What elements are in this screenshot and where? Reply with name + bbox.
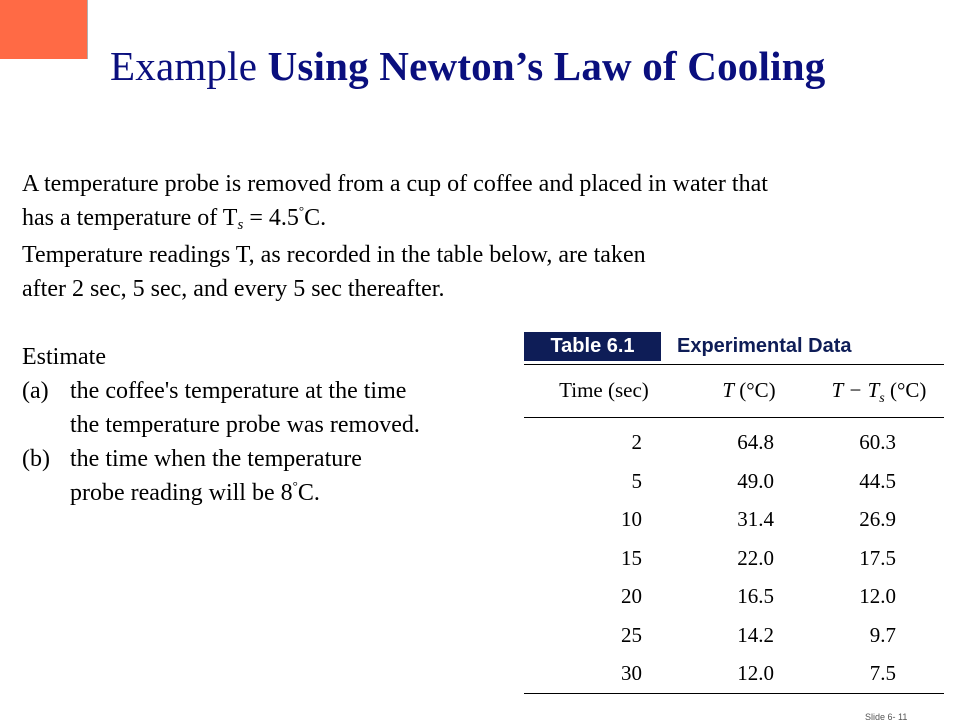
title-normal: Example: [110, 43, 258, 89]
table-header-row: [524, 365, 944, 417]
table-row: [524, 424, 944, 463]
temperature-cell: 31.4: [737, 507, 774, 532]
temperature-difference-cell: 12.0: [859, 584, 896, 609]
header-temperature-difference: [814, 365, 944, 417]
temperature-cell: 12.0: [737, 661, 774, 686]
experimental-data-table: [524, 365, 944, 693]
header-temperature-unit: (°C): [734, 378, 776, 403]
title-bold: Using Newton’s Law of Cooling: [267, 43, 826, 89]
temperature-cell: 22.0: [737, 545, 774, 570]
table-row: [524, 501, 944, 540]
table-body: [524, 417, 944, 693]
degree-symbol: °: [292, 478, 298, 493]
temperature-difference-cell: 7.5: [869, 661, 896, 686]
intro-line-2-value: = 4.5: [243, 205, 299, 231]
intro-line-2-unit: C.: [304, 205, 327, 231]
accent-corner-block: [0, 0, 87, 59]
temperature-difference-cell: 44.5: [859, 468, 896, 493]
slide-title: [110, 42, 825, 90]
temperature-difference-cell: 26.9: [859, 507, 896, 532]
intro-line-4: after 2 sec, 5 sec, and every 5 sec thereafter.: [22, 276, 445, 302]
question-b-line-1: the time when the temperature: [70, 446, 362, 472]
time-cell: 2: [631, 430, 642, 455]
header-temperature: [684, 365, 814, 417]
intro-line-2: [22, 201, 768, 238]
temperature-difference-cell: 9.7: [869, 622, 896, 647]
slide-number: Slide 6- 11: [865, 712, 908, 722]
time-cell: 30: [621, 661, 642, 686]
question-a-line-1: the coffee's temperature at the time: [70, 378, 407, 404]
header-diff-var: T − T: [831, 378, 880, 403]
estimate-heading: Estimate: [22, 344, 106, 370]
temperature-difference-cell: 17.5: [859, 545, 896, 570]
table-row: [524, 655, 944, 694]
intro-line-3: Temperature readings T, as recorded in the table below, are taken: [22, 242, 646, 268]
temperature-difference-cell: 60.3: [859, 430, 896, 455]
header-diff-unit: (°C): [884, 378, 927, 403]
time-cell: 10: [621, 507, 642, 532]
time-cell: 20: [621, 584, 642, 609]
table-row: [524, 616, 944, 655]
data-table-figure: [524, 332, 944, 694]
corner-divider-line: [87, 0, 88, 59]
intro-line-2-prefix: has a temperature of T: [22, 205, 238, 231]
question-b-line-2: [70, 476, 320, 513]
header-temperature-var: T: [722, 378, 735, 403]
table-row: [524, 539, 944, 578]
question-a-label: (a): [22, 378, 49, 404]
time-cell: 15: [621, 545, 642, 570]
question-a-line-2: the temperature probe was removed.: [70, 412, 420, 438]
question-b-line-2-unit: C.: [297, 480, 320, 506]
table-row: [524, 462, 944, 501]
table-bottom-rule: [524, 693, 944, 694]
temperature-cell: 14.2: [737, 622, 774, 647]
intro-line-1: A temperature probe is removed from a cup of coffee and placed in water that: [22, 171, 768, 197]
temperature-cell: 64.8: [737, 430, 774, 455]
table-caption: [524, 332, 944, 361]
table-title: Experimental Data: [677, 335, 852, 357]
header-time: Time (sec): [559, 378, 649, 403]
time-cell: 5: [631, 468, 642, 493]
table-row: [524, 578, 944, 617]
intro-paragraph: [22, 167, 768, 306]
header-diff-subscript: s: [879, 391, 885, 407]
degree-symbol: °: [298, 203, 305, 218]
temperature-cell: 16.5: [737, 584, 774, 609]
ts-subscript: s: [237, 217, 244, 233]
table-number-label: Table 6.1: [524, 332, 661, 361]
time-cell: 25: [621, 622, 642, 647]
question-b-label: (b): [22, 446, 50, 472]
question-b-line-2-prefix: probe reading will be 8: [70, 480, 293, 506]
temperature-cell: 49.0: [737, 468, 774, 493]
